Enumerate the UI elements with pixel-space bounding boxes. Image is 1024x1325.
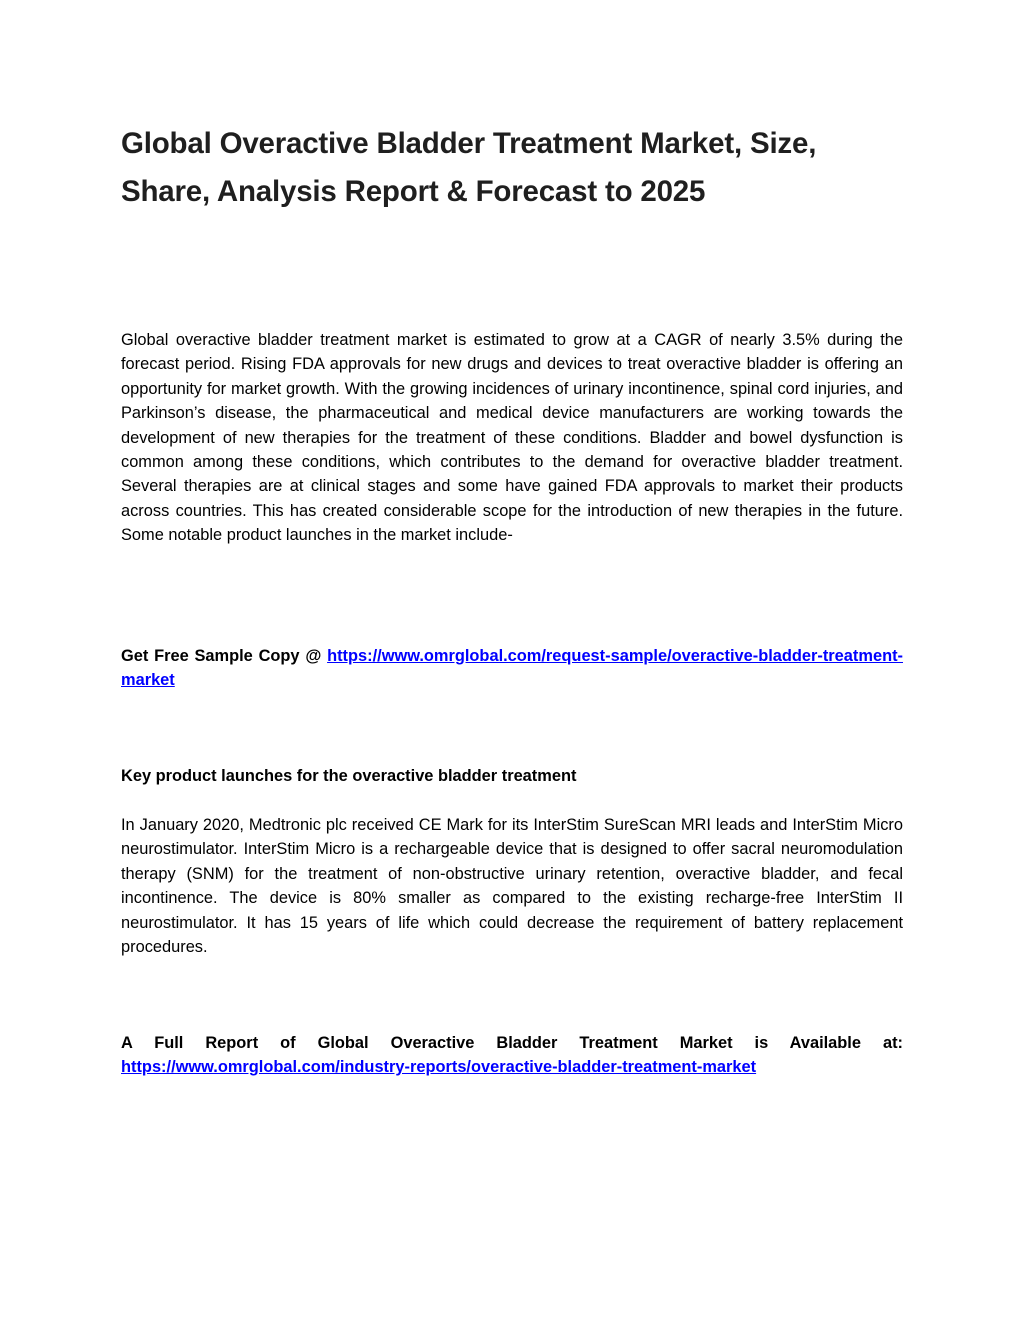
full-report-line <box>121 1031 903 1080</box>
page-title: Global Overactive Bladder Treatment Market, Size, Share, Analysis Report & Forecast to 2025 <box>121 127 817 208</box>
sample-copy-link[interactable]: https://www.omrglobal.com/request-sample/overactive-bladder-treatment-market <box>121 647 903 690</box>
sample-copy-label: Get Free Sample Copy @ <box>121 647 328 665</box>
intro-paragraph: Global overactive bladder treatment market is estimated to grow at a CAGR of nearly 3.5% during the forecast period. Rising FDA approvals for new drugs and devices to treat overactive bladder is offering an opportunity for market growth. With the growing incidences of urinary incontinence, spinal cord injuries, and Parkinson’s disease, the pharmaceutical and medical device manufacturers are working towards the development of new therapies for the treatment of these conditions. Bladder and bowel dysfunction is common among these conditions, which contributes to the demand for overactive bladder treatment. Several therapies are at clinical stages and some have gained FDA approvals to market their products across countries. This has created considerable scope for the introduction of new therapies in the future. Some notable product launches in the market include- <box>121 331 903 545</box>
sample-copy-line <box>121 644 903 693</box>
full-report-link[interactable]: https://www.omrglobal.com/industry-reports/overactive-bladder-treatment-market <box>121 1058 757 1077</box>
full-report-label: A Full Report of Global Overactive Bladder Treatment Market is Available at: <box>121 1034 903 1052</box>
launches-paragraph: In January 2020, Medtronic plc received CE Mark for its InterStim SureScan MRI leads and InterStim Micro neurostimulator. InterStim Micro is a rechargeable device that is designed to offer sacral neuromodulation therapy (SNM) for the treatment of non-obstructive urinary retention, overactive bladder, and fecal incontinence. The device is 80% smaller as compared to the existing recharge-free InterStim II neurostimulator. It has 15 years of life which could decrease the requirement of battery replacement procedures. <box>121 816 903 957</box>
launches-heading: Key product launches for the overactive bladder treatment <box>121 767 577 785</box>
